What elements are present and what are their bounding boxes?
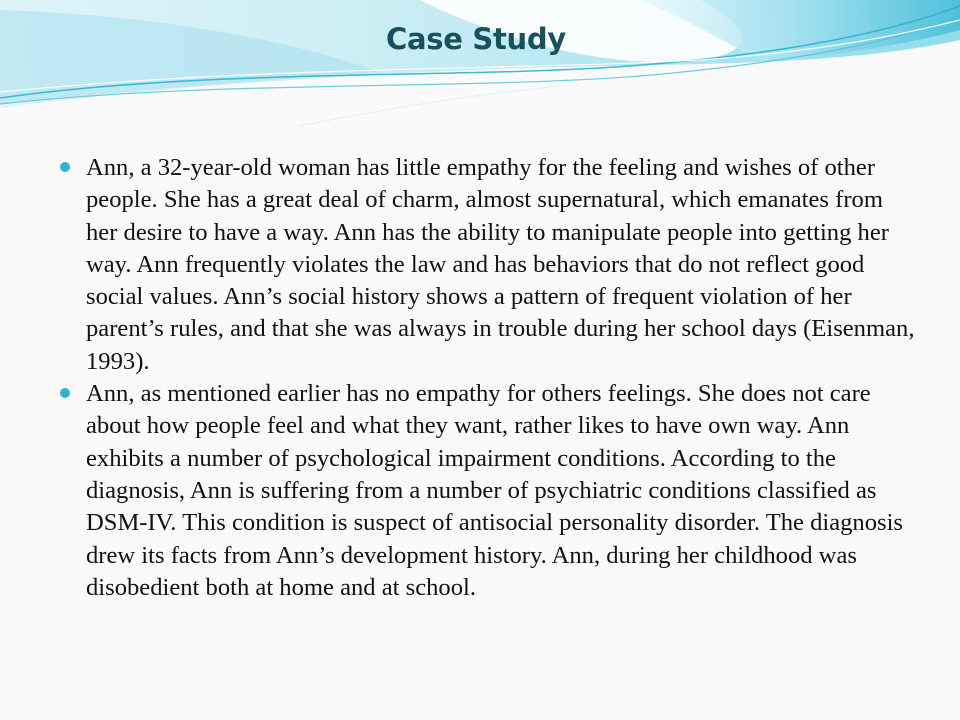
bullet-text: Ann, as mentioned earlier has no empathy for others feelings. She does not care about how people feel and what they want, rather likes to have own way. Ann exhibits a number of psychological impairment conditions. According to the diagnosis, Ann is suffering from a number of psychiatric conditions classified as DSM-IV. This condition is suspect of antisocial personality disorder. The diagnosis drew its facts from Ann’s development history. Ann, during her childhood was disobedient both at home and at school. [86, 380, 903, 601]
bullet-dot-icon [60, 162, 70, 172]
bullet-text: Ann, a 32-year-old woman has little empathy for the feeling and wishes of other people. She has a great deal of charm, almost supernatural, which emanates from her desire to have a way. Ann has the ability to manipulate people into getting her way. Ann frequently violates the law and has behaviors that do not reflect good social values. Ann’s social history shows a pattern of frequent violation of her parent’s rules, and that she was always in trouble during her school days (Eisenman, 1993). [86, 154, 915, 375]
header-wave-decoration [0, 0, 960, 130]
bullet-dot-icon [60, 388, 70, 398]
bullet-list [56, 152, 916, 604]
slide-title: Case Study [386, 22, 566, 56]
bullet-item [56, 152, 916, 378]
bullet-item [56, 378, 916, 604]
